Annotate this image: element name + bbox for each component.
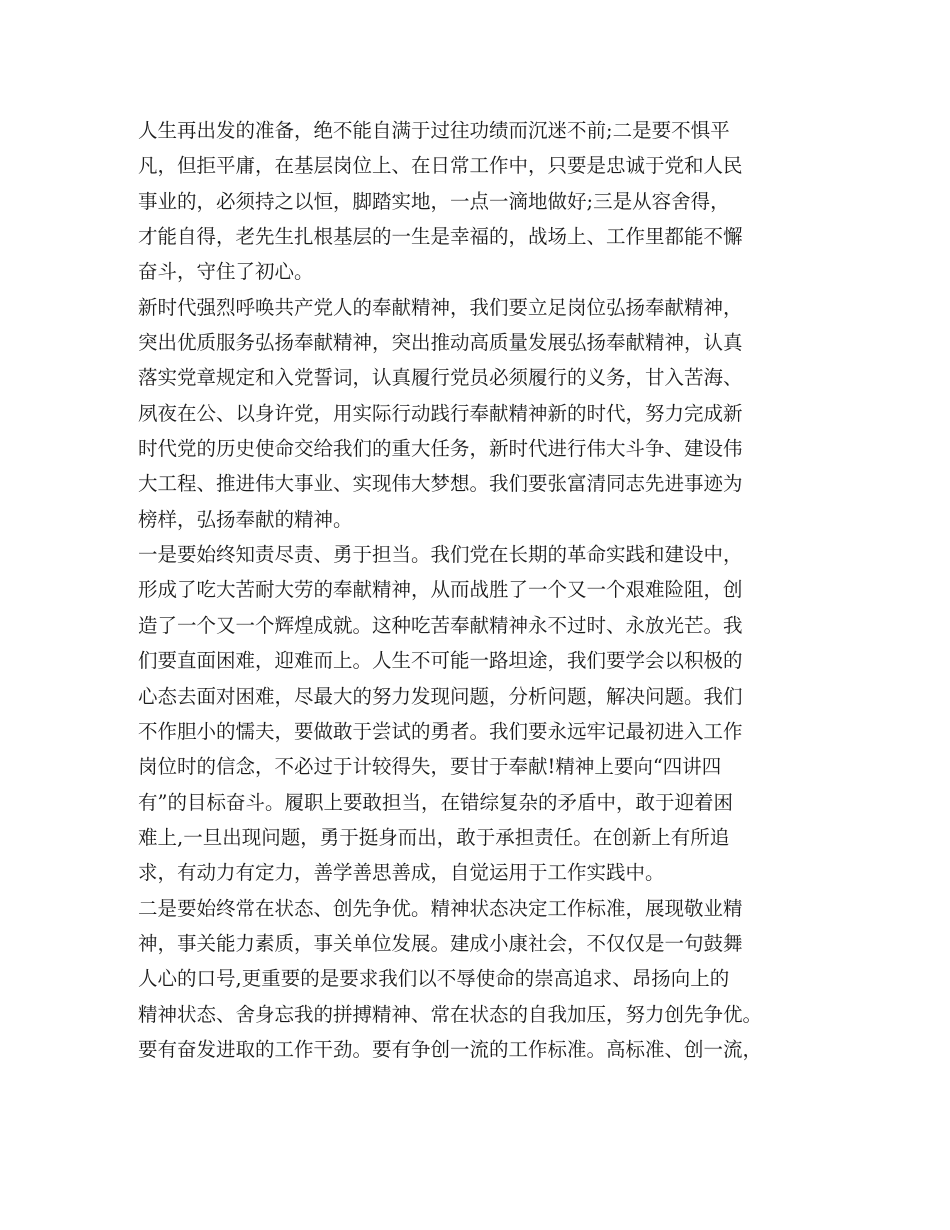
text-line: 心态去面对困难，尽最大的努力发现问题，分析问题，解决问题。我们 [138,684,743,708]
text-line: 不作胆小的懦夫，要做敢于尝试的勇者。我们要永远牢记最初进入工作 [138,719,743,743]
text-line: 才能自得，老先生扎根基层的一生是幸福的，战场上、工作里都能不懈 [138,225,743,249]
paragraph-3 [138,537,828,890]
text-line: 大工程、推进伟大事业、实现伟大梦想。我们要张富清同志先进事迹为 [138,472,743,496]
text-line: 时代党的历史使命交给我们的重大任务，新时代进行伟大斗争、建设伟 [138,437,743,461]
text-line: 二是要始终常在状态、创先争优。精神状态决定工作标准，展现敬业精 [138,896,743,920]
text-line: 落实党章规定和入党誓词，认真履行党员必须履行的义务，甘入苦海、 [138,366,743,390]
paragraph-2 [138,290,828,537]
text-line: 奋斗，守住了初心。 [138,260,314,284]
text-line: 形成了吃大苦耐大劳的奉献精神，从而战胜了一个又一个艰难险阻，创 [138,578,743,602]
text-line: 难上,一旦出现问题，勇于挺身而出，敢于承担责任。在创新上有所追 [138,825,730,849]
paragraph-4 [138,891,828,1068]
text-line: 精神状态、舍身忘我的拼搏精神、常在状态的自我加压，努力创先争优。 [138,1002,763,1026]
text-line: 求，有动力有定力，善学善思善成，自觉运用于工作实践中。 [138,861,665,885]
text-line: 人心的口号,更重要的是要求我们以不辱使命的崇高追求、昂扬向上的 [138,967,730,991]
text-line: 凡，但拒平庸，在基层岗位上、在日常工作中，只要是忠诚于党和人民 [138,154,743,178]
text-line: 突出优质服务弘扬奉献精神，突出推动高质量发展弘扬奉献精神，认真 [138,331,743,355]
text-line: 神，事关能力素质，事关单位发展。建成小康社会，不仅仅是一句鼓舞 [138,931,743,955]
text-line: 榜样，弘扬奉献的精神。 [138,507,353,531]
text-line: 要有奋发进取的工作干劲。要有争创一流的工作标准。高标准、创一流， [138,1037,763,1061]
text-line: 造了一个又一个辉煌成就。这种吃苦奉献精神永不过时、永放光芒。我 [138,613,743,637]
text-line: 一是要始终知责尽责、勇于担当。我们党在长期的革命实践和建设中， [138,543,743,567]
text-line: 有”的目标奋斗。履职上要敢担当，在错综复杂的矛盾中，敢于迎着困 [138,790,733,814]
paragraph-1 [138,113,828,290]
text-line: 人生再出发的准备，绝不能自满于过往功绩而沉迷不前;二是要不惧平 [138,119,730,142]
text-line: 事业的，必须持之以恒，脚踏实地，一点一滴地做好;三是从容舍得， [138,189,730,213]
document-page [138,113,828,1067]
text-line: 新时代强烈呼唤共产党人的奉献精神，我们要立足岗位弘扬奉献精神， [138,295,743,319]
text-line: 夙夜在公、以身许党，用实际行动践行奉献精神新的时代，努力完成新 [138,401,743,425]
text-line: 岗位时的信念，不必过于计较得失，要甘于奉献!精神上要向“四讲四 [138,755,722,779]
text-line: 们要直面困难，迎难而上。人生不可能一路坦途，我们要学会以积极的 [138,649,743,673]
